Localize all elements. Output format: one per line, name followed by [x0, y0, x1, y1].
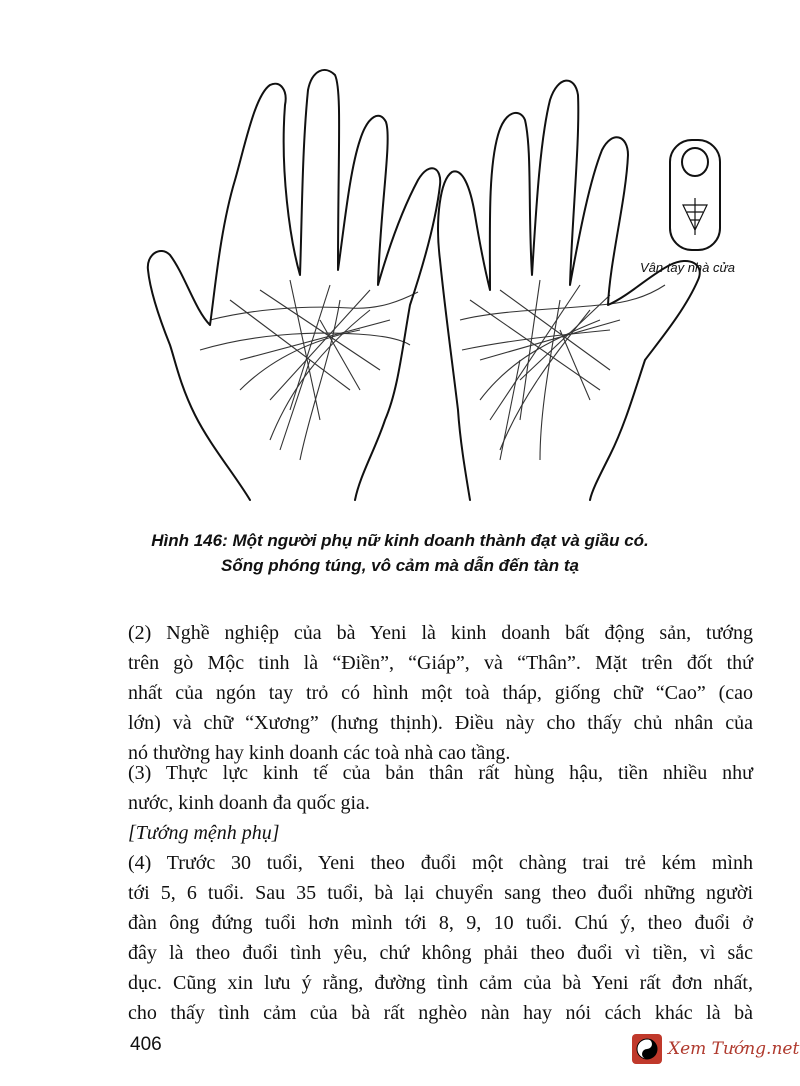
yin-yang-icon	[632, 1034, 662, 1064]
paragraph-2	[128, 618, 753, 768]
text-line: dục. Cũng xin lưu ý rằng, đường tình cảm của bà Yeni rất đơn nhất,	[128, 972, 753, 994]
paragraph-4	[128, 848, 753, 1028]
page-number: 406	[130, 1034, 162, 1055]
text-line: nhất của ngón tay trỏ có hình một toà tháp, giống chữ “Cao” (cao	[128, 682, 753, 704]
text-line: trên gò Mộc tinh là “Điền”, “Giáp”, và “Thân”. Mặt trên đốt thứ	[128, 652, 753, 674]
text-line: tới 5, 6 tuổi. Sau 35 tuổi, bà lại chuyển sang theo đuổi những người	[128, 882, 753, 904]
site-logo[interactable]	[632, 1034, 799, 1064]
right-hand-outline	[438, 81, 700, 500]
figure-caption-line1: Hình 146: Một người phụ nữ kinh doanh thành đạt và giầu có.	[151, 531, 649, 550]
text-line: đây là theo đuổi tình yêu, chứ không phải theo đuổi vì tiền, vì sắc	[128, 942, 753, 964]
palm-lines	[200, 280, 665, 460]
left-hand-outline	[148, 70, 440, 500]
text-line: đàn ông đứng tuổi hơn mình tới 8, 9, 10 tuổi. Chú ý, theo đuổi ở	[128, 912, 753, 934]
thumb-tower-mark	[683, 198, 707, 235]
palm-illustration	[140, 60, 760, 515]
section-heading: [Tướng mệnh phụ]	[128, 822, 280, 844]
text-line: (3) Thực lực kinh tế của bản thân rất hùng hậu, tiền nhiều như	[128, 762, 753, 784]
figure-caption-line2: Sống phóng túng, vô cảm mà dẫn đến tàn tạ	[221, 556, 579, 575]
text-line: (4) Trước 30 tuổi, Yeni theo đuổi một chàng trai trẻ kém mình	[128, 852, 753, 874]
text-line: nước, kinh doanh đa quốc gia.	[128, 792, 370, 814]
text-line: lớn) và chữ “Xương” (hưng thịnh). Điều này cho thấy chủ nhân của	[128, 712, 753, 734]
text-line: nó thường hay kinh doanh các toà nhà cao tầng.	[128, 742, 511, 764]
logo-text: Xem Tướng.net	[668, 1039, 800, 1059]
text-line: (2) Nghề nghiệp của bà Yeni là kinh doanh bất động sản, tướng	[128, 622, 753, 644]
text-line: cho thấy tình cảm của bà rất nghèo nàn hay nói cách khác là bà	[128, 1002, 753, 1024]
inset-label: Vân tay nhà cửa	[640, 260, 735, 275]
paragraph-3	[128, 758, 753, 818]
thumbnail	[682, 148, 708, 176]
